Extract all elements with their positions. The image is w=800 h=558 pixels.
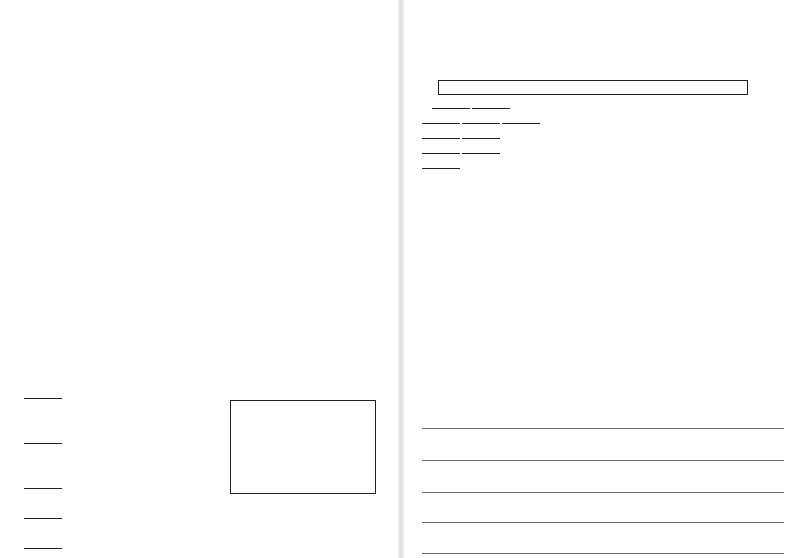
dialogue-line	[24, 540, 62, 552]
cloze-blank-5[interactable]	[502, 115, 540, 124]
dialogue-options-box	[230, 400, 376, 494]
answer-blank-2[interactable]	[24, 435, 62, 444]
cloze-blank-9[interactable]	[462, 145, 500, 154]
answer-line[interactable]	[422, 492, 784, 493]
dialogue-line	[24, 480, 62, 492]
left-page	[0, 0, 392, 558]
answer-line[interactable]	[422, 522, 784, 523]
answer-blank-3[interactable]	[24, 480, 62, 489]
answer-line[interactable]	[422, 460, 784, 461]
answer-line[interactable]	[422, 428, 784, 429]
cloze-blank-10[interactable]	[422, 160, 460, 169]
page-gutter	[398, 0, 404, 558]
answer-blank-4[interactable]	[24, 510, 62, 519]
cloze-blank-1[interactable]	[432, 100, 470, 109]
cloze-blank-6[interactable]	[422, 130, 460, 139]
answer-blank-1[interactable]	[24, 390, 62, 399]
cloze-line	[432, 100, 510, 112]
word-bank-box	[438, 80, 748, 95]
cloze-blank-7[interactable]	[462, 130, 500, 139]
cloze-line	[422, 130, 500, 142]
cloze-line	[422, 145, 500, 157]
cloze-line	[422, 160, 460, 172]
dialogue-line	[24, 510, 62, 522]
cloze-blank-8[interactable]	[422, 145, 460, 154]
right-page	[408, 0, 800, 558]
cloze-blank-3[interactable]	[422, 115, 460, 124]
cloze-blank-2[interactable]	[472, 100, 510, 109]
answer-blank-5[interactable]	[24, 540, 62, 549]
dialogue-line	[24, 435, 62, 447]
cloze-blank-4[interactable]	[462, 115, 500, 124]
answer-line[interactable]	[422, 553, 784, 554]
dialogue-line	[24, 390, 62, 402]
cloze-line	[422, 115, 540, 127]
